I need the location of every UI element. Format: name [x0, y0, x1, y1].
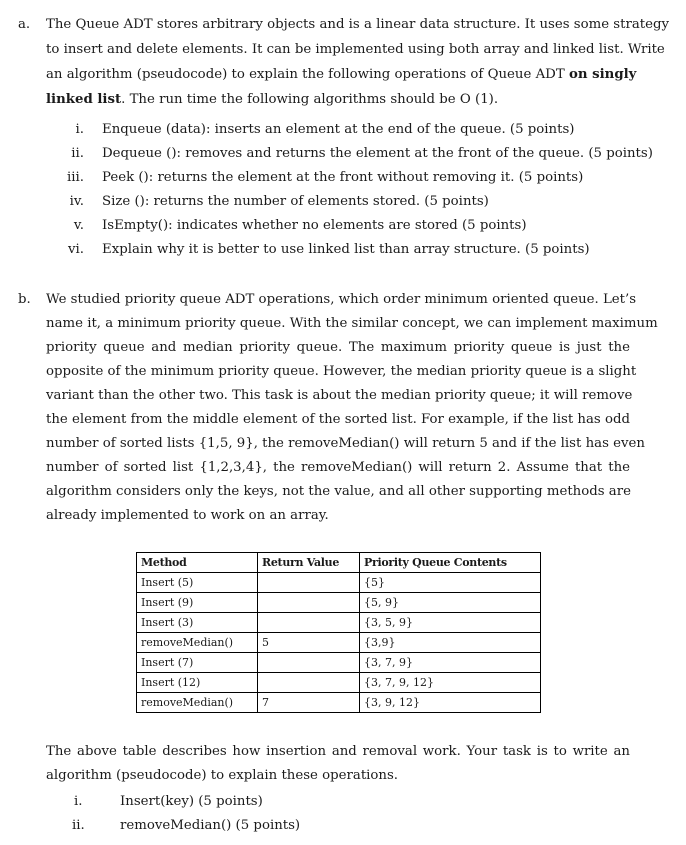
part-a-line-1: The Queue ADT stores arbitrary objects and is a linear data structure. It uses some strategy: [46, 17, 669, 32]
table-row: [137, 573, 541, 593]
part-a-item-num-6: vi.: [68, 242, 84, 257]
part-b-line-2: name it, a minimum priority queue. With the similar concept, we can implement maximum: [46, 316, 658, 331]
cell-return: [258, 573, 360, 593]
part-a-line-4-text: . The run time the following algorithms should be O (1).: [121, 92, 499, 107]
part-a-item-2: Dequeue (): removes and returns the element at the front of the queue. (5 points): [102, 146, 653, 161]
cell-method: Insert (12): [137, 673, 258, 693]
cell-contents: {5, 9}: [360, 593, 541, 613]
cell-return: [258, 673, 360, 693]
part-b-line-5: variant than the other two. This task is about the median priority queue; it will remove: [46, 388, 633, 403]
part-a-item-6: Explain why it is better to use linked list than array structure. (5 points): [102, 242, 590, 257]
part-b-line-1: We studied priority queue ADT operations, which order minimum oriented queue. Let’s: [46, 292, 637, 307]
part-a-item-1: Enqueue (data): inserts an element at the end of the queue. (5 points): [102, 122, 575, 137]
part-b-line-9: algorithm considers only the keys, not the value, and all other supporting methods are: [46, 484, 631, 499]
cell-return: 5: [258, 633, 360, 653]
part-a-item-num-4: iv.: [69, 194, 84, 209]
cell-method: Insert (5): [137, 573, 258, 593]
part-a-line-3: [46, 67, 637, 83]
part-b-line-7: number of sorted lists {1,5, 9}, the removeMedian() will return 5 and if the list has even: [46, 436, 645, 451]
table-row: [137, 633, 541, 653]
table-row: [137, 593, 541, 613]
part-a-item-num-1: i.: [75, 122, 84, 137]
cell-contents: {3,9}: [360, 633, 541, 653]
table-row: [137, 673, 541, 693]
part-b-item-2: removeMedian() (5 points): [120, 818, 301, 833]
header-method: Method: [137, 553, 258, 573]
header-return-value: Return Value: [258, 553, 360, 573]
part-b-line-4: opposite of the minimum priority queue. However, the median priority queue is a slight: [46, 364, 637, 379]
cell-method: Insert (9): [137, 593, 258, 613]
part-a-line-2: to insert and delete elements. It can be implemented using both array and linked list. Write: [46, 42, 665, 57]
cell-contents: {3, 7, 9, 12}: [360, 673, 541, 693]
cell-contents: {3, 5, 9}: [360, 613, 541, 633]
part-a-item-num-2: ii.: [71, 146, 84, 161]
part-a-line-4: [46, 92, 498, 108]
cell-contents: {3, 9, 12}: [360, 693, 541, 713]
table-row: [137, 693, 541, 713]
table-row: [137, 653, 541, 673]
part-a-line-3-text: an algorithm (pseudocode) to explain the following operations of Queue ADT: [46, 67, 565, 82]
cell-return: 7: [258, 693, 360, 713]
table-row: [137, 613, 541, 633]
part-b-line-8: number of sorted list {1,2,3,4}, the removeMedian() will return 2. Assume that the: [46, 460, 630, 475]
part-b-item-1: Insert(key) (5 points): [120, 794, 263, 809]
after-table-line-2: algorithm (pseudocode) to explain these operations.: [46, 768, 399, 783]
part-b-label: b.: [18, 292, 31, 307]
cell-return: [258, 593, 360, 613]
cell-method: Insert (3): [137, 613, 258, 633]
header-pq-contents: Priority Queue Contents: [360, 553, 541, 573]
part-b-item-num-1: i.: [74, 794, 83, 809]
part-b-line-3: priority queue and median priority queue. The maximum priority queue is just the: [46, 340, 630, 355]
part-a-bold-linked-list: linked list: [46, 92, 122, 107]
cell-method: removeMedian(): [137, 633, 258, 653]
cell-return: [258, 613, 360, 633]
cell-method: removeMedian(): [137, 693, 258, 713]
part-a-item-5: IsEmpty(): indicates whether no elements are stored (5 points): [102, 218, 527, 233]
part-a-label: a.: [18, 17, 31, 32]
part-a-item-3: Peek (): returns the element at the front without removing it. (5 points): [102, 170, 584, 185]
cell-contents: {3, 7, 9}: [360, 653, 541, 673]
part-b-line-6: the element from the middle element of the sorted list. For example, if the list has odd: [46, 412, 630, 427]
priority-queue-table: [136, 552, 541, 713]
part-a-item-4: Size (): returns the number of elements stored. (5 points): [102, 194, 489, 209]
cell-method: Insert (7): [137, 653, 258, 673]
cell-contents: {5}: [360, 573, 541, 593]
after-table-line-1: The above table describes how insertion and removal work. Your task is to write an: [46, 744, 630, 759]
part-a-item-num-3: iii.: [67, 170, 84, 185]
part-a-item-num-5: v.: [73, 218, 84, 233]
cell-return: [258, 653, 360, 673]
part-a-bold-singly: on singly: [568, 67, 637, 82]
part-b-line-10: already implemented to work on an array.: [46, 508, 329, 523]
part-b-item-num-2: ii.: [72, 818, 85, 833]
table-header-row: [137, 553, 541, 573]
